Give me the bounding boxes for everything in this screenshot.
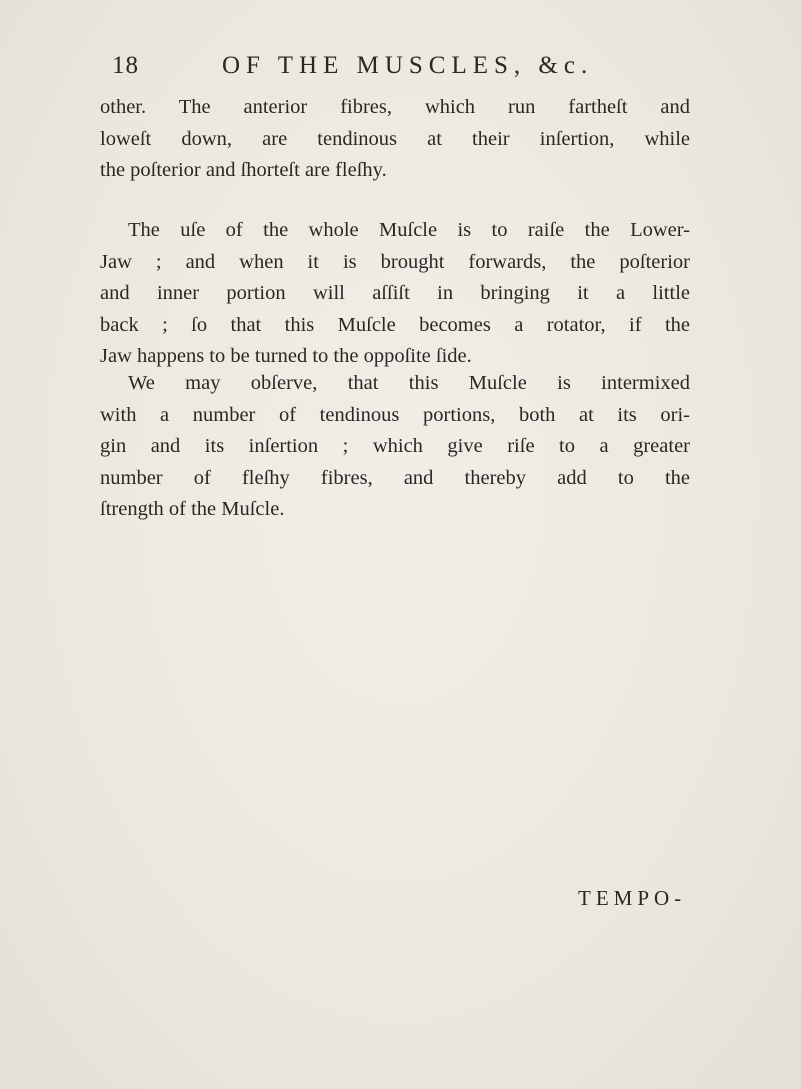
text-line: ſtrength of the Muſcle.: [100, 498, 285, 520]
text-line: loweſt down, are tendinous at their inſertion, while: [100, 127, 690, 150]
text-line: Jaw happens to be turned to the oppoſite ſide.: [100, 345, 472, 367]
paragraph-2: [100, 215, 690, 373]
text-line: We may obſerve, that this Muſcle is intermixed: [128, 372, 690, 394]
text-line: with a number of tendinous portions, both at its ori-: [100, 403, 690, 426]
catchword: TEMPO-: [578, 886, 687, 910]
running-title: OF THE MUSCLES, &c.: [222, 52, 594, 79]
text-line: number of fleſhy fibres, and thereby add to the: [100, 466, 690, 489]
page-number: 18: [112, 52, 139, 79]
text-line: The uſe of the whole Muſcle is to raiſe the Lower-: [128, 219, 690, 241]
text-line: Jaw ; and when it is brought forwards, the poſterior: [100, 250, 690, 273]
text-line: other. The anterior fibres, which run fartheſt and: [100, 96, 690, 118]
paragraph-3: [100, 368, 690, 526]
text-line: gin and its inſertion ; which give riſe to a greater: [100, 435, 690, 457]
paragraph-1: [100, 92, 690, 187]
text-line: and inner portion will aſſiſt in bringing it a little: [100, 282, 690, 304]
text-line: the poſterior and ſhorteſt are fleſhy.: [100, 159, 387, 181]
text-line: back ; ſo that this Muſcle becomes a rotator, if the: [100, 313, 690, 336]
running-head: [112, 52, 712, 92]
